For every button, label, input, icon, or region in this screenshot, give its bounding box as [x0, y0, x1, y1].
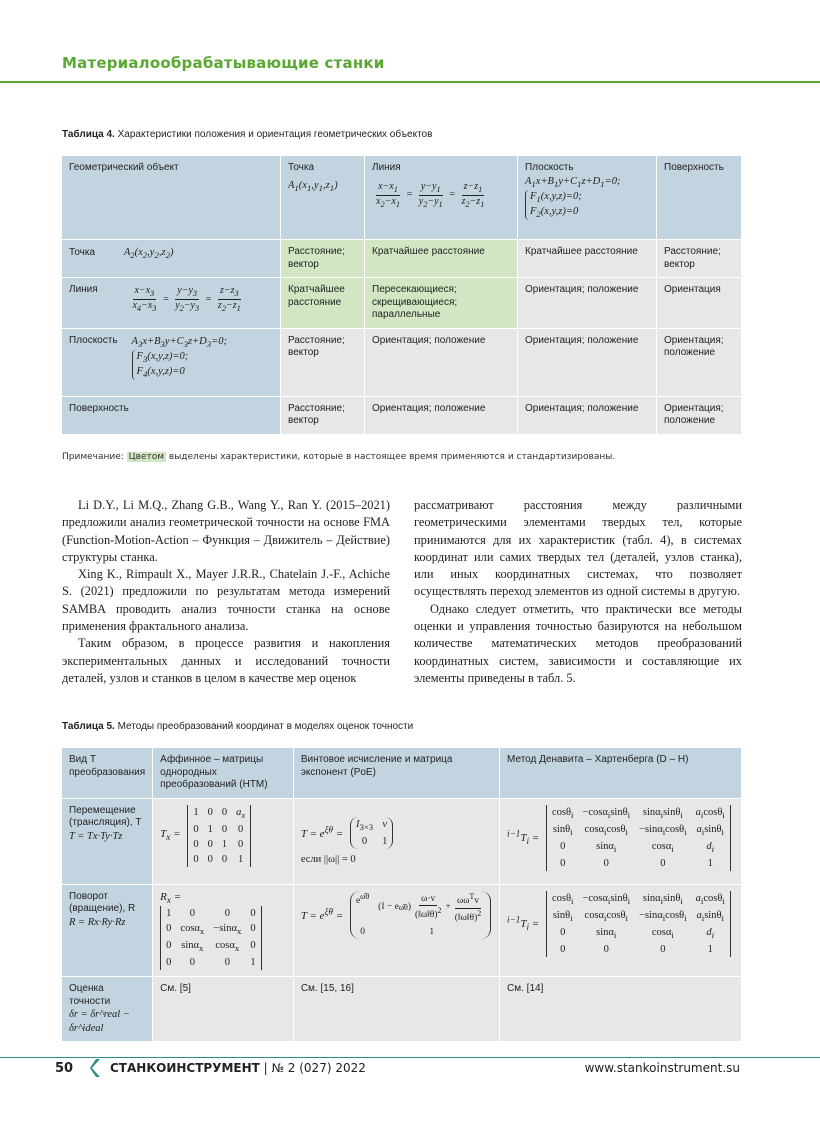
- table4-cell: Ориентация; положение: [518, 278, 657, 329]
- table5-header-dh: Метод Денавита – Хартенберга (D – H): [500, 748, 742, 799]
- paragraph: Таким образом, в процессе развития и накопления экспериментальных данных и исследований точности деталей, узлов и станков в целом в качестве мер оценок: [62, 636, 390, 685]
- table4-row-label: Точка $A_2(x_2,y_2,z_2)$: [62, 240, 281, 278]
- journal-name: СТАНКОИНСТРУМЕНТ: [110, 1061, 260, 1075]
- poe-rotation: $T = e^{\xi\theta}$ = $e^{\omegâ\theta}$ (I − e ω̂θ ) $\frac{\omega\cdot v}{(‖\omega‖\theta)^2}$ + $\frac{\omega\omega^Tv}{(‖\omega‖\theta)^2}$ 0 1: [294, 885, 500, 978]
- table4-cell: Ориентация; положение: [657, 329, 742, 397]
- website-link[interactable]: www.stankoinstrument.su: [584, 1061, 740, 1075]
- table4-cell: Кратчайшее расстояние: [281, 278, 365, 329]
- paragraph: Xing K., Rimpault X., Mayer J.R.R., Chatelain J.-F., Achiche S. (2021) предложили по результатам метода измерений SAMBA проводить анализ точности станка на основе применения фрактального анализа.: [62, 567, 390, 634]
- table4-header-object: Геометрический объект: [62, 156, 281, 240]
- table4-header-line: Линия $\frac{x-x_1}{x_2-x_1}$ = $\frac{y-y_1}{y_2-y_1}$ = $\frac{z-z_1}{z_2-z_1}$: [365, 156, 518, 240]
- table4-cell: Расстояние; вектор: [281, 397, 365, 435]
- table4-header-surface: Поверхность: [657, 156, 742, 240]
- table4-cell: Ориентация; положение: [518, 397, 657, 435]
- table5: [62, 748, 742, 1042]
- table4-caption: [62, 129, 432, 140]
- section-title: Материалообрабатывающие станки: [62, 54, 385, 72]
- table4-cell: Ориентация; положение: [657, 397, 742, 435]
- note-highlight: Цветом: [128, 452, 165, 462]
- translation-matrix: $T_x$ = 1 0 0 $a_x$ 0 1 0 0 0 0 1 0 0 0 0 1: [153, 799, 294, 885]
- table4-caption-text: Характеристики положения и ориентация геометрических объектов: [114, 129, 433, 140]
- table5-header-htm: Аффинное – матрицы однородных преобразований (HTM): [153, 748, 294, 799]
- table5-cell: См. [14]: [500, 977, 742, 1041]
- table5-caption-label: Таблица 5.: [62, 721, 115, 732]
- table5-header-poe: Винтовое исчисление и матрица экспонент (PoE): [294, 748, 500, 799]
- footer-rule: [0, 1057, 820, 1058]
- table5-row-label: Перемещение (трансляция), T T = Tx·Ty·Tz: [62, 799, 153, 885]
- table5-row-label: Поворот (вращение), R R = Rx·Ry·Rz: [62, 885, 153, 978]
- chevron-left-icon: [90, 1059, 102, 1077]
- table4-cell: Кратчайшее расстояние: [365, 240, 518, 278]
- header-rule: [0, 81, 820, 83]
- body-right-column: [414, 497, 742, 687]
- table4-cell: Ориентация: [657, 278, 742, 329]
- table4-cell: Ориентация; положение: [365, 397, 518, 435]
- table4-row-label: Плоскость $A_3x+B_3y+C_3z+D_3=0$; $F_3(x,y,z)=0$; $F_4(x,y,z)=0$: [62, 329, 281, 397]
- paragraph: рассматривают расстояния между различными геометрическими элементами твердых тел, которые принимаются для их характеристик (табл. 4), в системах координат или самих твердых тел (деталей, узлов станка), или иных координатных системах, что позволяет осуществлять переход элементов из одной системы в другую.: [414, 498, 742, 599]
- table5-caption-text: Методы преобразований координат в моделях оценок точности: [114, 721, 414, 732]
- table4-cell: Пересекающиеся; скрещивающиеся; параллельные: [365, 278, 518, 329]
- journal-issue: | № 2 (027) 2022: [259, 1061, 366, 1075]
- poe-translation: $T = e^{\xi\theta}$ = $I_{3\times 3}$ v 0 1 если ||ω|| = 0: [294, 799, 500, 885]
- page-number: 50: [55, 1061, 74, 1076]
- table5-row-label: Оценка точности δr = δr^real − δr^ideal: [62, 977, 153, 1041]
- table4-cell: Расстояние; вектор: [657, 240, 742, 278]
- table4-cell: Ориентация; положение: [518, 329, 657, 397]
- table5-caption: [62, 721, 413, 732]
- paragraph: Li D.Y., Li M.Q., Zhang G.B., Wang Y., Ran Y. (2015–2021) предложили анализ геометрической точности на основе FMA (Function-Motion-Action – Функция – Движитель – Действие) структуры станка.: [62, 498, 390, 564]
- dh-matrix: $^{i-1}T_i$ = cosθ$_i$ −cosα$_i$sinθ$_i$ sinα$_i$sinθ$_i$ $a_i\cos\theta_i$ sinθ$_i$ cosα$_i$cosθ$_i$ −sinα$_i$cosθ$_i$ $a_i\sin\theta_i$ 0 sinα$_i$ cosα$_i$ $d_i$ 0 0 0 1: [500, 799, 742, 885]
- journal-info: [110, 1061, 366, 1075]
- table5-cell: См. [15, 16]: [294, 977, 500, 1041]
- table4-cell: Ориентация; положение: [365, 329, 518, 397]
- table5-cell: См. [5]: [153, 977, 294, 1041]
- table4-header-plane: Плоскость $A_1x+B_1y+C_1z+D_1=0$; $F_1(x,y,z)=0$; $F_2(x,y,z)=0$: [518, 156, 657, 240]
- dh-matrix: $^{i-1}T_i$ = cosθ$_i$ −cosα$_i$sinθ$_i$ sinα$_i$sinθ$_i$ $a_i\cos\theta_i$ sinθ$_i$ cosα$_i$cosθ$_i$ −sinα$_i$cosθ$_i$ $a_i\sin\theta_i$ 0 sinα$_i$ cosα$_i$ $d_i$ 0 0 0 1: [500, 885, 742, 978]
- table4-row-label: Линия $\frac{x-x_3}{x_4-x_3}$ = $\frac{y-y_3}{y_2-y_3}$ = $\frac{z-z_3}{z_2-z_1}$: [62, 278, 281, 329]
- table5-header-type: Вид T преобразования: [62, 748, 153, 799]
- table4-cell: Кратчайшее расстояние: [518, 240, 657, 278]
- paragraph: Однако следует отметить, что практически все методы оценки и управления точностью базируются на небольшом количестве математических методов преобразований координатных систем, зависимости и составляющие их элементы приведены в табл. 5.: [414, 601, 742, 685]
- table4-row-label: Поверхность: [62, 397, 281, 435]
- table4-cell: Расстояние; вектор: [281, 240, 365, 278]
- body-left-column: [62, 497, 390, 687]
- table4-caption-label: Таблица 4.: [62, 129, 115, 140]
- table4: [62, 156, 742, 435]
- table4-note: Примечание: Цветом выделены характеристики, которые в настоящее время применяются и стандартизированы.: [62, 452, 616, 462]
- rotation-matrix: $R_x$ = 1 0 0 0 0 cosα$_x$ −sinα$_x$ 0 0 sinα$_x$ cosα$_x$ 0 0 0 0 1: [153, 885, 294, 978]
- table4-cell: Расстояние; вектор: [281, 329, 365, 397]
- table4-header-point: Точка $A_1(x_1,y_1,z_1)$: [281, 156, 365, 240]
